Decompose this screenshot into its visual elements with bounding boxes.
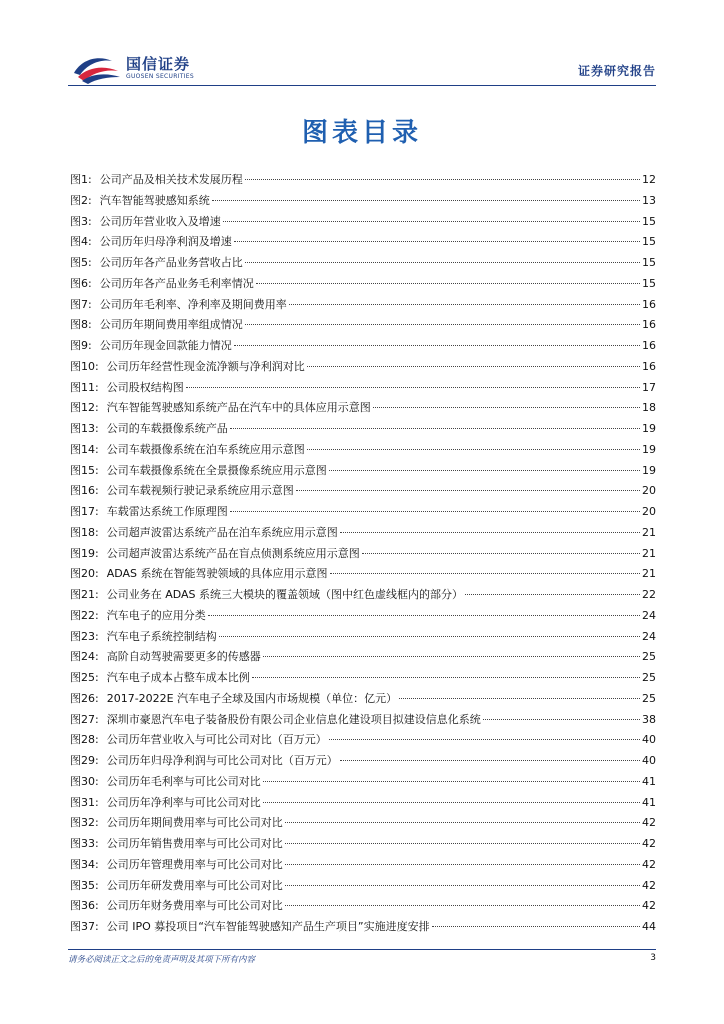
toc-entry-label: 图21: bbox=[70, 588, 99, 601]
disclaimer: 请务必阅读正文之后的免责声明及其项下所有内容 bbox=[68, 955, 256, 965]
toc-entry[interactable] bbox=[70, 564, 656, 585]
toc-entry-title: 高阶自动驾驶需要更多的传感器 bbox=[106, 650, 261, 664]
toc-entry[interactable] bbox=[70, 855, 656, 876]
toc-entry[interactable] bbox=[70, 170, 656, 191]
toc-entry[interactable] bbox=[70, 481, 656, 502]
report-type: 证券研究报告 bbox=[577, 64, 656, 78]
toc-dot-leader bbox=[432, 926, 640, 927]
toc-entry-label: 图30: bbox=[70, 774, 99, 788]
toc-dot-leader bbox=[399, 698, 640, 699]
toc-entry-label: 图7: bbox=[70, 297, 92, 311]
toc-entry[interactable] bbox=[70, 502, 656, 523]
toc-dot-leader bbox=[234, 345, 640, 346]
toc-dot-leader bbox=[285, 905, 640, 906]
toc-entry-label: 图16: bbox=[70, 484, 99, 498]
toc-entry-label: 图27: bbox=[70, 712, 99, 726]
toc-entry-title: 公司历年净利率与可比公司对比 bbox=[106, 795, 261, 809]
toc-entry-title: 公司的车载摄像系统产品 bbox=[106, 422, 228, 435]
toc-entry-title: 公司历年期间费用率组成情况 bbox=[99, 318, 243, 332]
toc-entry-title: 公司历年毛利率、净利率及期间费用率 bbox=[99, 297, 287, 311]
toc-dot-leader bbox=[212, 200, 640, 201]
toc-entry[interactable] bbox=[70, 585, 656, 606]
toc-entry[interactable] bbox=[70, 668, 656, 689]
toc-dot-leader bbox=[186, 387, 640, 388]
toc-entry-page: 16 bbox=[642, 359, 656, 373]
toc-entry-page: 19 bbox=[642, 463, 656, 477]
toc-dot-leader bbox=[245, 179, 640, 180]
toc-entry[interactable] bbox=[70, 253, 656, 274]
toc-entry-page: 41 bbox=[642, 774, 656, 788]
toc-entry-title: 公司历年毛利率与可比公司对比 bbox=[106, 774, 261, 788]
toc-entry[interactable] bbox=[70, 419, 656, 440]
toc-entry[interactable] bbox=[70, 191, 656, 212]
toc-entry-title: 公司业务在 ADAS 系统三大模块的覆盖领域（图中红色虚线框内的部分） bbox=[106, 588, 464, 601]
toc-entry[interactable] bbox=[70, 647, 656, 668]
toc-entry-label: 图8: bbox=[70, 318, 92, 332]
toc-entry[interactable] bbox=[70, 896, 656, 917]
toc-entry-page: 41 bbox=[642, 795, 656, 809]
page-header bbox=[68, 48, 656, 88]
toc-entry-title: 汽车电子的应用分类 bbox=[106, 608, 206, 622]
toc-entry-label: 图11: bbox=[70, 380, 99, 394]
toc-entry-title: 汽车智能驾驶感知系统 bbox=[99, 193, 210, 207]
toc-dot-leader bbox=[263, 781, 640, 782]
toc-entry[interactable] bbox=[70, 689, 656, 710]
toc-entry[interactable] bbox=[70, 772, 656, 793]
toc-entry-label: 图29: bbox=[70, 754, 99, 767]
toc-entry-page: 42 bbox=[642, 816, 656, 830]
toc-entry-page: 21 bbox=[642, 525, 656, 539]
toc-entry-label: 图37: bbox=[70, 920, 99, 933]
toc-entry-page: 42 bbox=[642, 878, 656, 892]
toc-dot-leader bbox=[285, 864, 640, 865]
toc-entry-label: 图3: bbox=[70, 214, 92, 228]
toc-entry-title: 公司历年归母净利润及增速 bbox=[99, 235, 232, 249]
toc-entry[interactable] bbox=[70, 357, 656, 378]
toc-entry[interactable] bbox=[70, 730, 656, 751]
toc-entry[interactable] bbox=[70, 461, 656, 482]
toc-entry-label: 图25: bbox=[70, 671, 99, 684]
toc-dot-leader bbox=[340, 532, 640, 533]
toc-entry[interactable] bbox=[70, 315, 656, 336]
toc-entry-title: 公司车载摄像系统在泊车系统应用示意图 bbox=[106, 442, 305, 456]
toc-dot-leader bbox=[289, 304, 640, 305]
logo bbox=[68, 48, 194, 88]
toc-entry[interactable] bbox=[70, 793, 656, 814]
toc-entry-label: 图2: bbox=[70, 193, 92, 207]
toc-entry-title: 公司超声波雷达系统产品在盲点侦测系统应用示意图 bbox=[106, 546, 360, 560]
toc-dot-leader bbox=[329, 470, 640, 471]
toc-entry[interactable] bbox=[70, 295, 656, 316]
toc-entry[interactable] bbox=[70, 523, 656, 544]
toc-entry-label: 图15: bbox=[70, 463, 99, 477]
toc-entry-page: 24 bbox=[642, 629, 656, 643]
toc-entry-page: 15 bbox=[642, 256, 656, 269]
toc-entry-title: 公司历年归母净利润与可比公司对比（百万元） bbox=[106, 754, 338, 767]
toc-entry-page: 15 bbox=[642, 276, 656, 290]
toc-entry-title: 公司历年管理费用率与可比公司对比 bbox=[106, 857, 283, 871]
toc-entry-page: 44 bbox=[642, 920, 656, 933]
toc-entry[interactable] bbox=[70, 336, 656, 357]
toc-entry-label: 图17: bbox=[70, 505, 99, 518]
toc-dot-leader bbox=[263, 802, 640, 803]
toc-entry[interactable] bbox=[70, 398, 656, 419]
toc-entry-title: 公司股权结构图 bbox=[106, 380, 184, 394]
toc-entry-label: 图4: bbox=[70, 235, 92, 249]
toc-entry-page: 40 bbox=[642, 733, 656, 747]
toc-entry-label: 图22: bbox=[70, 608, 99, 622]
toc-dot-leader bbox=[230, 428, 640, 429]
toc-entry-title: 公司 IPO 募投项目“汽车智能驾驶感知产品生产项目”实施进度安排 bbox=[106, 920, 430, 933]
toc-entry-label: 图20: bbox=[70, 567, 99, 581]
toc-entry-page: 13 bbox=[642, 193, 656, 207]
toc-dot-leader bbox=[285, 843, 640, 844]
toc-entry[interactable] bbox=[70, 751, 656, 772]
toc-entry-page: 22 bbox=[642, 588, 656, 601]
logo-name-en: GUOSEN SECURITIES bbox=[126, 72, 195, 80]
toc-entry-label: 图23: bbox=[70, 629, 99, 643]
toc-dot-leader bbox=[373, 407, 640, 408]
toc-entry[interactable] bbox=[70, 378, 656, 399]
toc-entry-title: 公司历年现金回款能力情况 bbox=[99, 339, 232, 352]
toc-dot-leader bbox=[330, 573, 640, 574]
toc-entry-label: 图10: bbox=[70, 359, 99, 373]
toc-entry-label: 图31: bbox=[70, 795, 99, 809]
footer-divider bbox=[68, 949, 656, 950]
toc-dot-leader bbox=[223, 221, 640, 222]
page-number: 3 bbox=[650, 953, 656, 963]
toc-entry-label: 图14: bbox=[70, 442, 99, 456]
toc-entry-page: 42 bbox=[642, 857, 656, 871]
toc-dot-leader bbox=[296, 490, 640, 491]
toc-entry-title: 汽车智能驾驶感知系统产品在汽车中的具体应用示意图 bbox=[106, 401, 371, 415]
toc-entry-page: 15 bbox=[642, 214, 656, 228]
toc-entry-page: 19 bbox=[642, 422, 656, 435]
logo-name-cn: 国信证券 bbox=[126, 54, 191, 73]
toc-entry-label: 图1: bbox=[70, 173, 92, 186]
toc-dot-leader bbox=[230, 511, 640, 512]
toc-entry-label: 图12: bbox=[70, 401, 99, 415]
toc-dot-leader bbox=[329, 739, 640, 740]
toc-entry-page: 15 bbox=[642, 235, 656, 249]
toc-entry-title: 公司历年销售费用率与可比公司对比 bbox=[106, 837, 283, 850]
toc-dot-leader bbox=[483, 719, 640, 720]
toc-entry-label: 图18: bbox=[70, 525, 99, 539]
toc-entry[interactable] bbox=[70, 544, 656, 565]
toc-entry-page: 16 bbox=[642, 297, 656, 311]
toc-entry-page: 42 bbox=[642, 837, 656, 850]
toc-entry-label: 图5: bbox=[70, 256, 92, 269]
toc-entry[interactable] bbox=[70, 834, 656, 855]
toc-entry-page: 25 bbox=[642, 671, 656, 684]
toc-entry-title: 公司车载视频行驶记录系统应用示意图 bbox=[106, 484, 294, 498]
toc-entry-label: 图19: bbox=[70, 546, 99, 560]
toc-entry-label: 图13: bbox=[70, 422, 99, 435]
toc-entry-page: 38 bbox=[642, 712, 656, 726]
toc-entry-title: 公司历年各产品业务营收占比 bbox=[99, 256, 243, 269]
toc-entry-title: 车载雷达系统工作原理图 bbox=[106, 505, 228, 518]
toc-entry-title: 公司历年经营性现金流净额与净利润对比 bbox=[106, 359, 305, 373]
toc-dot-leader bbox=[307, 366, 640, 367]
toc-entry-page: 17 bbox=[642, 380, 656, 394]
toc-entry-label: 图34: bbox=[70, 857, 99, 871]
toc-entry-page: 18 bbox=[642, 401, 656, 415]
toc-dot-leader bbox=[285, 822, 640, 823]
toc-dot-leader bbox=[219, 636, 640, 637]
toc-entry-label: 图33: bbox=[70, 837, 99, 850]
toc-entry-label: 图28: bbox=[70, 733, 99, 747]
toc-entry-title: 深圳市豪恩汽车电子装备股份有限公司企业信息化建设项目拟建设信息化系统 bbox=[106, 712, 481, 726]
toc-dot-leader bbox=[252, 677, 640, 678]
toc-entry-label: 图32: bbox=[70, 816, 99, 830]
toc-dot-leader bbox=[234, 241, 640, 242]
toc-entry-page: 12 bbox=[642, 173, 656, 186]
toc-entry-title: 2017-2022E 汽车电子全球及国内市场规模（单位：亿元） bbox=[106, 691, 398, 705]
toc-entry-page: 24 bbox=[642, 608, 656, 622]
toc-entry[interactable] bbox=[70, 212, 656, 233]
toc-entry-label: 图35: bbox=[70, 878, 99, 892]
toc-entry-label: 图24: bbox=[70, 650, 99, 664]
toc-dot-leader bbox=[245, 324, 640, 325]
toc-entry-page: 19 bbox=[642, 442, 656, 456]
toc-entry-title: 汽车电子系统控制结构 bbox=[106, 629, 217, 643]
toc-entry-title: 公司历年营业收入及增速 bbox=[99, 214, 221, 228]
toc-dot-leader bbox=[465, 594, 640, 595]
page-title: 图表目录 bbox=[301, 118, 422, 148]
toc-entry-page: 20 bbox=[642, 484, 656, 498]
toc-entry-title: 公司历年研发费用率与可比公司对比 bbox=[106, 878, 283, 892]
toc-dot-leader bbox=[263, 656, 640, 657]
toc-dot-leader bbox=[285, 885, 640, 886]
toc-entry[interactable] bbox=[70, 606, 656, 627]
toc-entry-label: 图6: bbox=[70, 276, 92, 290]
toc-entry-title: 公司产品及相关技术发展历程 bbox=[99, 173, 243, 186]
toc-entry-page: 21 bbox=[642, 567, 656, 581]
toc-entry[interactable] bbox=[70, 627, 656, 648]
toc-entry-page: 25 bbox=[642, 691, 656, 705]
toc-dot-leader bbox=[362, 553, 640, 554]
toc-entry-page: 16 bbox=[642, 339, 656, 352]
toc-entry-page: 40 bbox=[642, 754, 656, 767]
toc-dot-leader bbox=[307, 449, 640, 450]
toc-entry-page: 20 bbox=[642, 505, 656, 518]
toc-entry-title: 公司历年各产品业务毛利率情况 bbox=[99, 276, 254, 290]
toc-entry-title: 公司历年营业收入与可比公司对比（百万元） bbox=[106, 733, 327, 747]
toc-entry[interactable] bbox=[70, 232, 656, 253]
toc-entry-page: 42 bbox=[642, 899, 656, 913]
toc-entry[interactable] bbox=[70, 274, 656, 295]
toc-entry[interactable] bbox=[70, 917, 656, 938]
header-divider bbox=[68, 85, 656, 86]
toc-entry-page: 16 bbox=[642, 318, 656, 332]
toc-entry-title: 公司超声波雷达系统产品在泊车系统应用示意图 bbox=[106, 525, 338, 539]
toc-dot-leader bbox=[245, 262, 640, 263]
toc-entry-page: 21 bbox=[642, 546, 656, 560]
toc-dot-leader bbox=[208, 615, 640, 616]
figure-list bbox=[70, 170, 656, 938]
toc-entry-page: 25 bbox=[642, 650, 656, 664]
toc-entry[interactable] bbox=[70, 440, 656, 461]
toc-dot-leader bbox=[256, 283, 640, 284]
toc-entry[interactable] bbox=[70, 876, 656, 897]
toc-entry-label: 图36: bbox=[70, 899, 99, 913]
toc-entry[interactable] bbox=[70, 710, 656, 731]
guosen-logo-icon bbox=[68, 51, 122, 85]
toc-entry-label: 图9: bbox=[70, 339, 92, 352]
toc-entry-title: 公司历年期间费用率与可比公司对比 bbox=[106, 816, 283, 830]
toc-entry[interactable] bbox=[70, 813, 656, 834]
toc-entry-title: ADAS 系统在智能驾驶领域的具体应用示意图 bbox=[106, 567, 328, 581]
toc-entry-title: 汽车电子成本占整车成本比例 bbox=[106, 671, 250, 684]
toc-entry-title: 公司车载摄像系统在全景摄像系统应用示意图 bbox=[106, 463, 327, 477]
toc-entry-label: 图26: bbox=[70, 691, 99, 705]
toc-entry-title: 公司历年财务费用率与可比公司对比 bbox=[106, 899, 283, 913]
toc-dot-leader bbox=[340, 760, 640, 761]
